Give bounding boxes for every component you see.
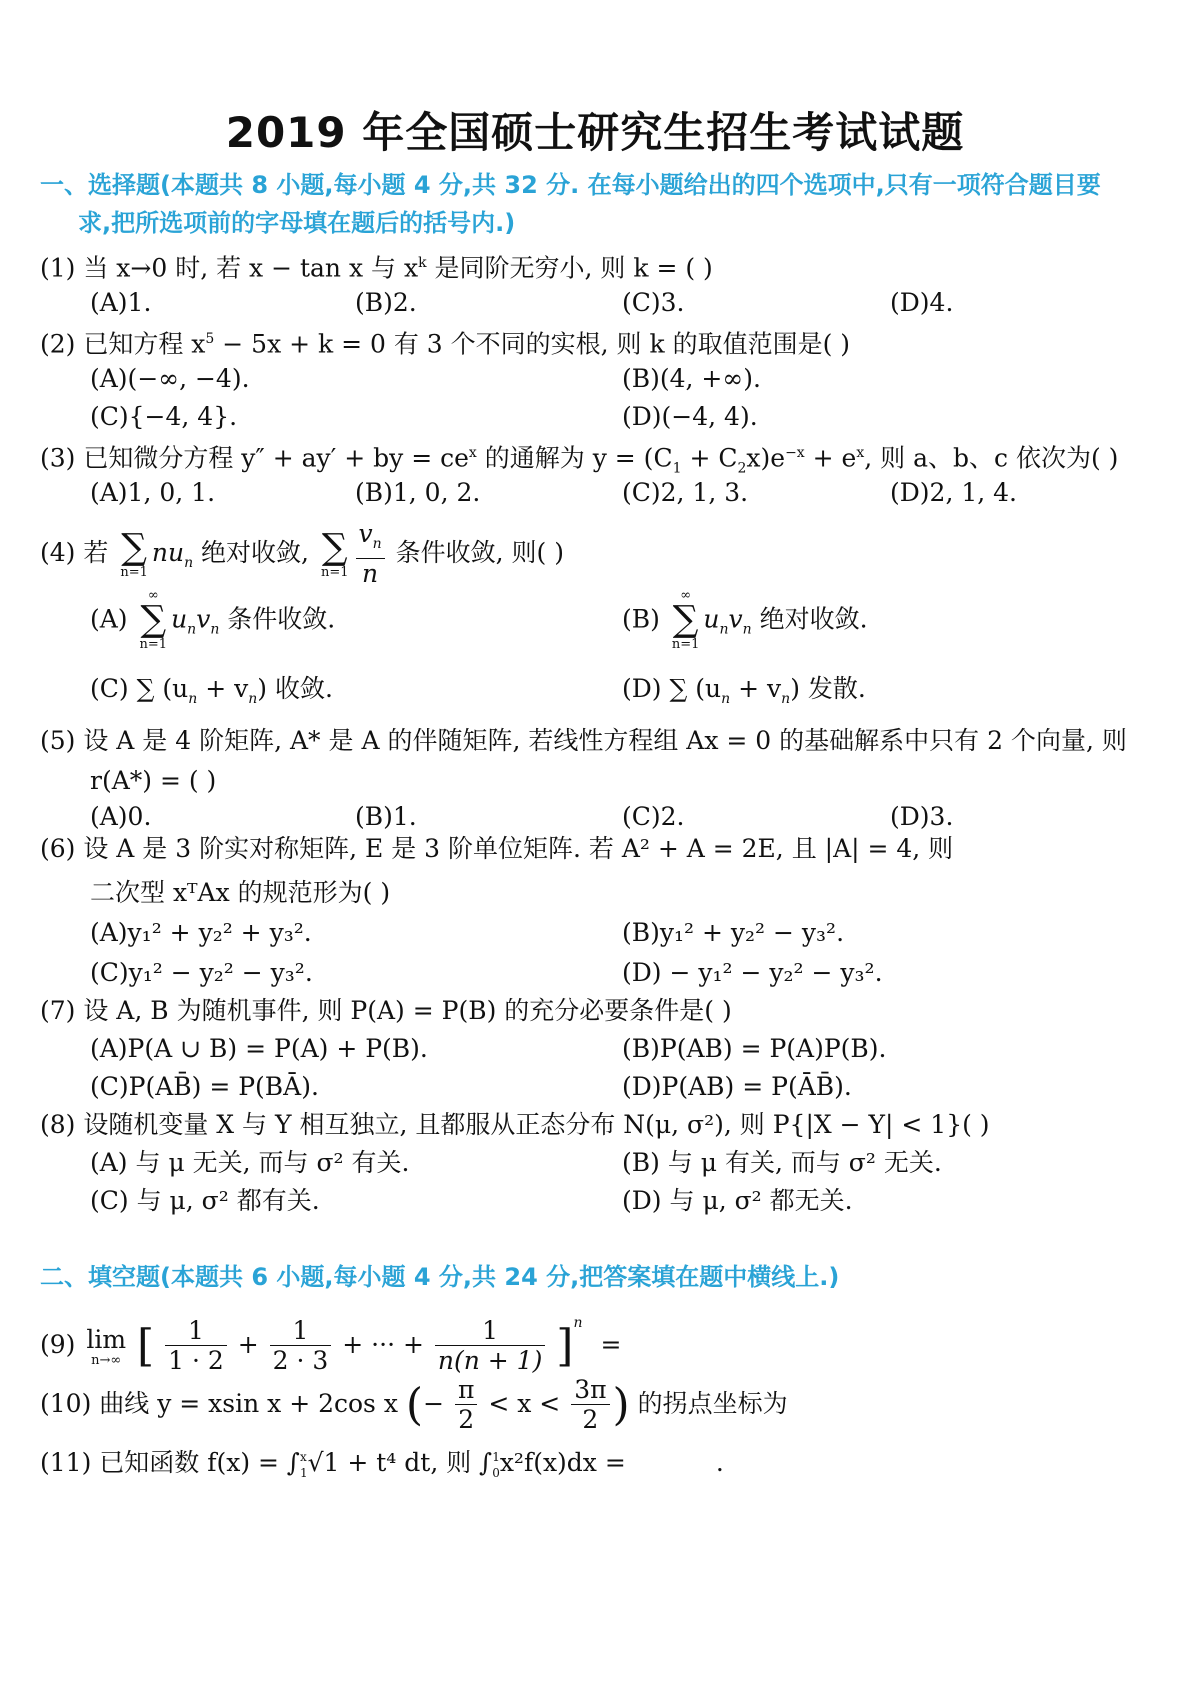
q9-f1-den: 1 · 2 [168, 1346, 224, 1375]
q6-option-a[interactable]: (A)y₁² + y₂² + y₃². [90, 918, 312, 947]
q5-option-c[interactable]: (C)2. [622, 802, 685, 831]
summation-symbol: ∞ ∑ n=1 [671, 588, 700, 652]
q3-rest: , 则 a、b、c 依次为( ) [864, 443, 1119, 473]
q1-option-a[interactable]: (A)1. [90, 288, 152, 317]
q7-option-b[interactable]: (B)P(AB) = P(A)P(B). [622, 1034, 887, 1063]
q9-equals: = [600, 1330, 622, 1359]
section-header-line1: 一、选择题(本题共 8 小题,每小题 4 分,共 32 分. 在每小题给出的四个选项中,只有一项符合题目要 [40, 171, 1101, 199]
q9-fraction-3 [435, 1317, 545, 1376]
q9-f2-den: 2 · 3 [272, 1346, 329, 1375]
q4-b-v-sub: n [742, 621, 752, 638]
q3-sup3: x [856, 445, 865, 461]
q9-fraction-1 [165, 1317, 227, 1376]
question-8: (8) 设随机变量 X 与 Y 相互独立, 且都服从正态分布 N(μ, σ²), 则 P{|X − Y| < 1}( ) [40, 1110, 990, 1139]
q11-lower1: 1 [299, 1465, 308, 1480]
question-4 [40, 520, 564, 589]
q4-option-c[interactable] [90, 672, 333, 716]
q11-mid: √1 + t⁴ dt, 则 ∫ [307, 1448, 493, 1477]
q9-label: (9) [40, 1330, 76, 1359]
q7-option-a[interactable]: (A)P(A ∪ B) = P(A) + P(B). [90, 1034, 428, 1063]
q2-option-b[interactable]: (B)(4, +∞). [622, 364, 761, 393]
question-11 [40, 1446, 724, 1481]
q9-f3-den: n(n + 1) [437, 1346, 543, 1375]
q4-option-d-text: (D) ∑ (u [622, 674, 722, 703]
question-2-stem-rest: − 5x + k = 0 有 3 个不同的实根, 则 k 的取值范围是( ) [214, 329, 851, 359]
q4-option-d-end: ) 发散. [790, 674, 866, 703]
q10-label: (10) 曲线 y = xsin x + 2cos x [40, 1389, 398, 1418]
q2-option-c[interactable]: (C){−4, 4}. [90, 402, 238, 431]
q11-rest: x²f(x)dx = [499, 1448, 626, 1477]
question-1 [40, 246, 713, 285]
sum-lower: n=1 [671, 637, 700, 652]
question-2-exponent: 5 [205, 331, 215, 347]
q9-fraction-2 [270, 1317, 332, 1376]
q4-option-a-label: (A) [90, 604, 128, 634]
q9-f3-num: 1 [435, 1317, 545, 1346]
q4-b-u-sub: n [719, 621, 729, 638]
q6-option-c[interactable]: (C)y₁² − y₂² − y₃². [90, 958, 313, 987]
question-2-stem: (2) 已知方程 x [40, 329, 206, 359]
q4-text1: 绝对收敛, [193, 538, 310, 567]
q6-option-d[interactable]: (D) − y₁² − y₂² − y₃². [622, 958, 883, 987]
q4-option-c-text: (C) ∑ (u [90, 674, 189, 703]
q4-option-d[interactable] [622, 672, 866, 716]
q4-option-a-text: 条件收敛. [219, 604, 336, 634]
sum-upper: ∞ [147, 588, 159, 603]
q10-fraction-2 [571, 1376, 609, 1435]
q10-rest: 的拐点坐标为 [637, 1389, 788, 1418]
question-6-line2: 二次型 xᵀAx 的规范形为( ) [90, 878, 391, 907]
section-multiple-choice-header [40, 166, 1160, 242]
q7-option-d[interactable]: (D)P(AB) = P(ĀB̄). [622, 1072, 852, 1101]
section2-header-text: 二、填空题(本题共 6 小题,每小题 4 分,共 24 分,把答案填在题中横线上.) [40, 1263, 840, 1291]
q3-sub: 1 [672, 460, 682, 477]
q11-label: (11) 已知函数 f(x) = ∫ [40, 1448, 300, 1477]
section-header-line2: 求,把所选项前的字母填在题后的括号内.) [78, 209, 516, 237]
q3-sup2: −x [785, 445, 805, 461]
q9-exponent: n [573, 1315, 583, 1331]
q8-option-c[interactable]: (C) 与 μ, σ² 都有关. [90, 1186, 320, 1215]
q9-lim-text: lim [86, 1324, 127, 1354]
q1-option-b[interactable]: (B)2. [355, 288, 417, 317]
q10-fraction-1 [455, 1376, 477, 1435]
q4-a-u-sub: n [187, 621, 197, 638]
q1-option-c[interactable]: (C)3. [622, 288, 685, 317]
question-1-stem-rest: 是同阶无穷小, 则 k = ( ) [426, 253, 713, 283]
q3-option-c[interactable]: (C)2, 1, 3. [622, 478, 749, 507]
q10-inequality: < x < [488, 1389, 561, 1418]
q10-minus: − [423, 1389, 445, 1418]
section-fill-in-header [40, 1258, 1160, 1296]
summation-symbol: ∞ ∑ n=1 [139, 588, 168, 652]
q9-f2-num: 1 [270, 1317, 332, 1346]
q2-option-a[interactable]: (A)(−∞, −4). [90, 364, 250, 393]
q4-option-c-end: ) 收敛. [257, 674, 333, 703]
q3-sup: x [468, 445, 477, 461]
q4-option-a[interactable]: (A) ∞ ∑ n=1 $u_nv_n$ 条件收敛. [90, 588, 336, 652]
q4-option-b-label: (B) [622, 604, 660, 634]
q9-limit [86, 1326, 126, 1368]
q8-option-a[interactable]: (A) 与 μ 无关, 而与 σ² 有关. [90, 1148, 410, 1177]
q5-option-d[interactable]: (D)3. [890, 802, 954, 831]
q3-mid2: + C [681, 443, 738, 473]
q4-option-c-mid: + v [197, 674, 249, 703]
q1-option-d[interactable]: (D)4. [890, 288, 954, 317]
q10-f1-num: π [455, 1376, 477, 1405]
q4-fraction-num-sub: n [372, 536, 382, 552]
q4-fraction [356, 520, 385, 589]
q4-text2: 条件收敛, 则( ) [387, 538, 564, 567]
q5-option-b[interactable]: (B)1. [355, 802, 417, 831]
q6-option-b[interactable]: (B)y₁² + y₂² − y₃². [622, 918, 845, 947]
q4-term1: nu [151, 538, 185, 567]
question-6-line1: (6) 设 A 是 3 阶实对称矩阵, E 是 3 阶单位矩阵. 若 A² + A = 2E, 且 |A| = 4, 则 [40, 834, 954, 863]
question-3-stem: (3) 已知微分方程 y″ + ay′ + by = ce [40, 443, 469, 473]
page-title: 2019 年全国硕士研究生招生考试试题 [225, 108, 965, 157]
q3-option-d[interactable]: (D)2, 1, 4. [890, 478, 1018, 507]
sum-lower: n=1 [320, 564, 349, 580]
question-5-line1: (5) 设 A 是 4 阶矩阵, A* 是 A 的伴随矩阵, 若线性方程组 Ax = 0 的基础解系中只有 2 个向量, 则 [40, 726, 1127, 755]
q9-lim-sub: n→∞ [91, 1352, 122, 1368]
question-2 [40, 322, 850, 361]
q4-option-b[interactable]: (B) ∞ ∑ n=1 $u_nv_n$ 绝对收敛. [622, 588, 868, 652]
q4-a-v-sub: n [210, 621, 220, 638]
sum-upper: ∞ [680, 588, 692, 603]
q4-b-u: u [703, 604, 720, 634]
q9-dots: + ··· + [342, 1330, 424, 1359]
q4-fraction-num: v [358, 519, 373, 548]
sum-lower: n=1 [139, 637, 168, 652]
q4-term1-sub: n [184, 555, 194, 571]
q3-mid4: + e [804, 443, 857, 473]
q4-fraction-den: n [362, 559, 379, 588]
sum-lower: n=1 [120, 564, 148, 580]
question-1-stem: (1) 当 x→0 时, 若 x − tan x 与 x [40, 253, 419, 283]
q3-option-a[interactable]: (A)1, 0, 1. [90, 478, 216, 507]
q11-upper2: 1 [492, 1449, 500, 1464]
q11-lower2: 0 [492, 1465, 500, 1480]
q2-option-d[interactable]: (D)(−4, 4). [622, 402, 758, 431]
q3-sub2: 2 [737, 460, 747, 477]
question-9: (9) lim n→∞ [ $\frac{1}{1 \cdot 2}$ + $\frac{1}{2 \cdot 3}$ + ··· + $\frac{1}{n(n + 1)}$ ]$^n$ = [40, 1315, 622, 1375]
q4-d-sub1: n [721, 691, 731, 707]
q8-option-d[interactable]: (D) 与 μ, σ² 都无关. [622, 1186, 853, 1215]
summation-symbol: ∑ n=1 [120, 526, 148, 580]
q4-option-b-text: 绝对收敛. [751, 604, 868, 634]
q4-c-sub1: n [188, 691, 198, 707]
summation-symbol: ∑ n=1 [320, 526, 349, 580]
q3-mid: 的通解为 y = (C [476, 443, 673, 473]
q10-f2-num: 3π [571, 1376, 609, 1405]
question-4-label: (4) 若 [40, 538, 109, 567]
question-10: (10) 曲线 y = xsin x + 2cos x (− $\frac{\pi}{2}$ < x < $\frac{3\pi}{2}$ ) 的拐点坐标为 [40, 1375, 788, 1434]
q10-f2-den: 2 [582, 1405, 599, 1434]
question-7: (7) 设 A, B 为随机事件, 则 P(A) = P(B) 的充分必要条件是( ) [40, 996, 732, 1025]
q11-upper1: x [299, 1449, 307, 1464]
q7-option-c[interactable]: (C)P(AB̄) = P(BĀ). [90, 1072, 319, 1101]
q10-f1-den: 2 [458, 1405, 475, 1434]
q9-f1-num: 1 [165, 1317, 227, 1346]
q4-c-sub2: n [248, 691, 258, 707]
q8-option-b[interactable]: (B) 与 μ 有关, 而与 σ² 无关. [622, 1148, 942, 1177]
q11-end: . [715, 1448, 724, 1477]
q4-d-sub2: n [781, 691, 791, 707]
q3-mid3: x)e [746, 443, 786, 473]
question-1-exponent: k [418, 255, 427, 271]
q3-option-b[interactable]: (B)1, 0, 2. [355, 478, 481, 507]
q4-option-d-mid: + v [730, 674, 782, 703]
question-5-line2: r(A*) = ( ) [90, 766, 217, 795]
q4-a-u: u [171, 604, 188, 634]
q5-option-a[interactable]: (A)0. [90, 802, 152, 831]
